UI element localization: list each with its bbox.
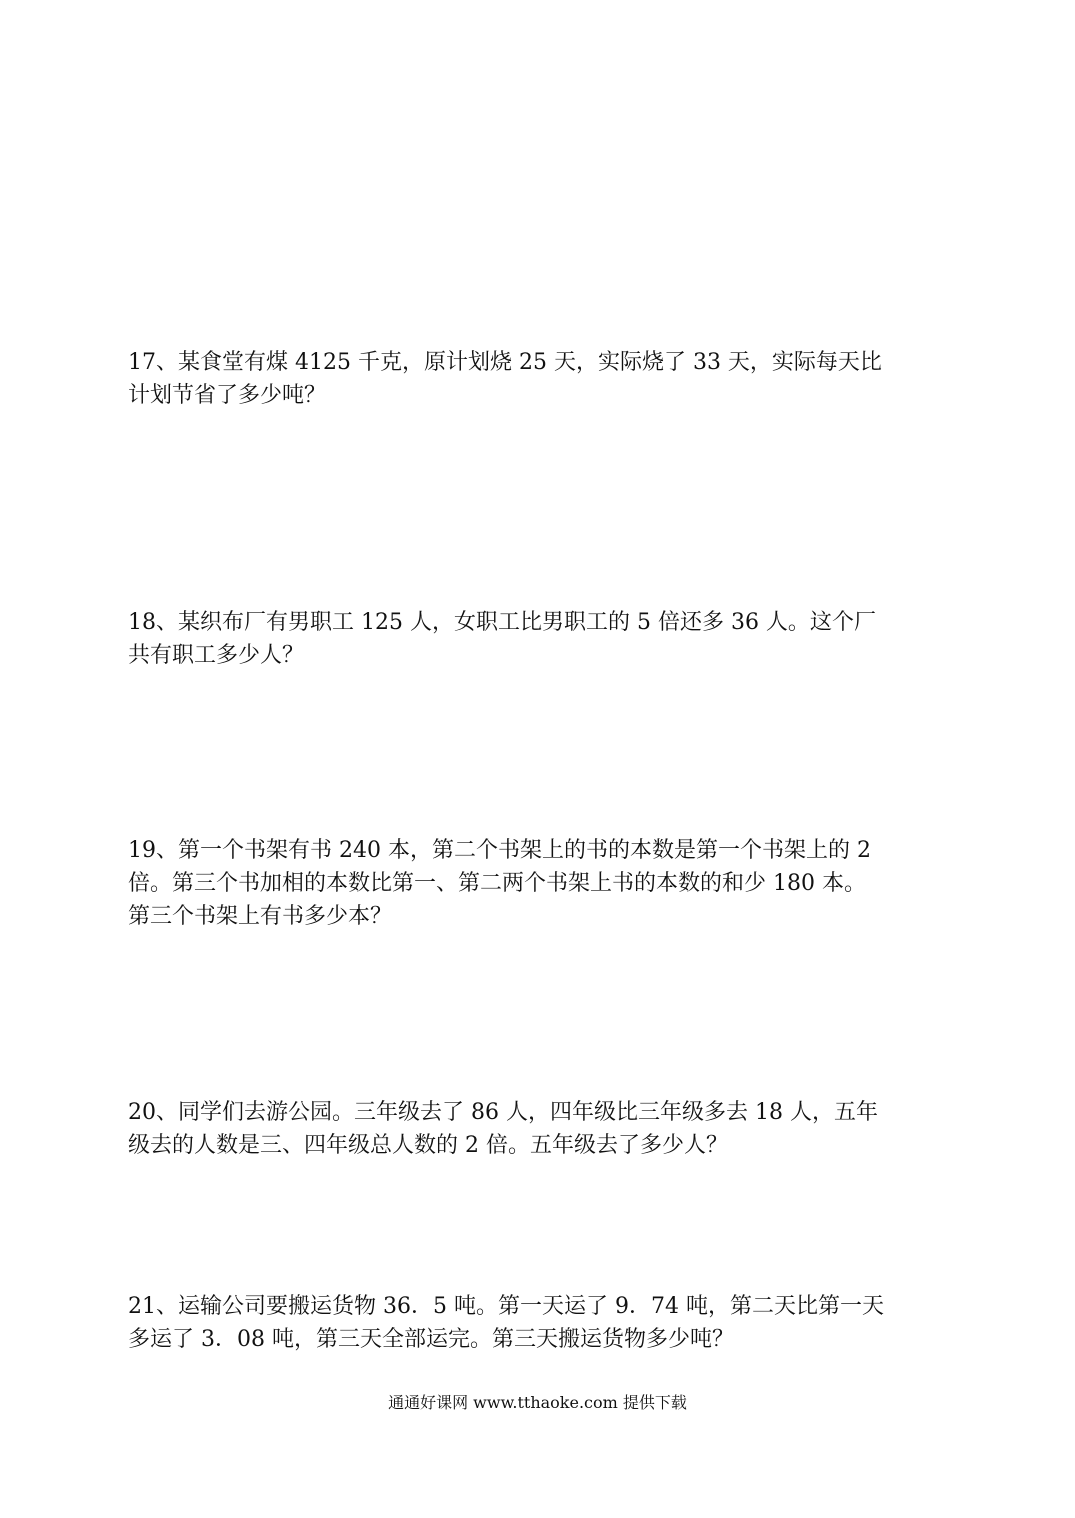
- problem-17: [128, 346, 950, 412]
- problem-18-line-2: 共有职工多少人？: [128, 643, 305, 668]
- problem-17-line-2: 计划节省了多少吨？: [128, 383, 327, 408]
- problem-20: [128, 1096, 950, 1162]
- problem-19: [128, 834, 950, 933]
- problem-18: [128, 606, 950, 672]
- problem-18-line-1: 18、某织布厂有男职工 125 人，女职工比男职工的 5 倍还多 36 人。这个厂: [128, 610, 876, 635]
- problem-21-line-1: 21、运输公司要搬运货物 36．5 吨。第一天运了 9．74 吨，第二天比第一天: [128, 1294, 884, 1319]
- problem-21: [128, 1290, 950, 1356]
- problem-20-line-2: 级去的人数是三、四年级总人数的 2 倍。五年级去了多少人？: [128, 1133, 728, 1158]
- problem-21-line-2: 多运了 3．08 吨，第三天全部运完。第三天搬运货物多少吨？: [128, 1327, 734, 1352]
- problem-19-line-2: 倍。第三个书加相的本数比第一、第二两个书架上书的本数的和少 180 本。: [128, 871, 866, 896]
- problem-20-line-1: 20、同学们去游公园。三年级去了 86 人，四年级比三年级多去 18 人，五年: [128, 1100, 878, 1125]
- problem-17-line-1: 17、某食堂有煤 4125 千克，原计划烧 25 天，实际烧了 33 天，实际每天比: [128, 350, 882, 375]
- problem-19-line-1: 19、第一个书架有书 240 本，第二个书架上的书的本数是第一个书架上的 2: [128, 838, 871, 863]
- page-footer: 通通好课网 www.tthaoke.com 提供下载: [388, 1393, 687, 1412]
- problem-19-line-3: 第三个书架上有书多少本？: [128, 904, 393, 929]
